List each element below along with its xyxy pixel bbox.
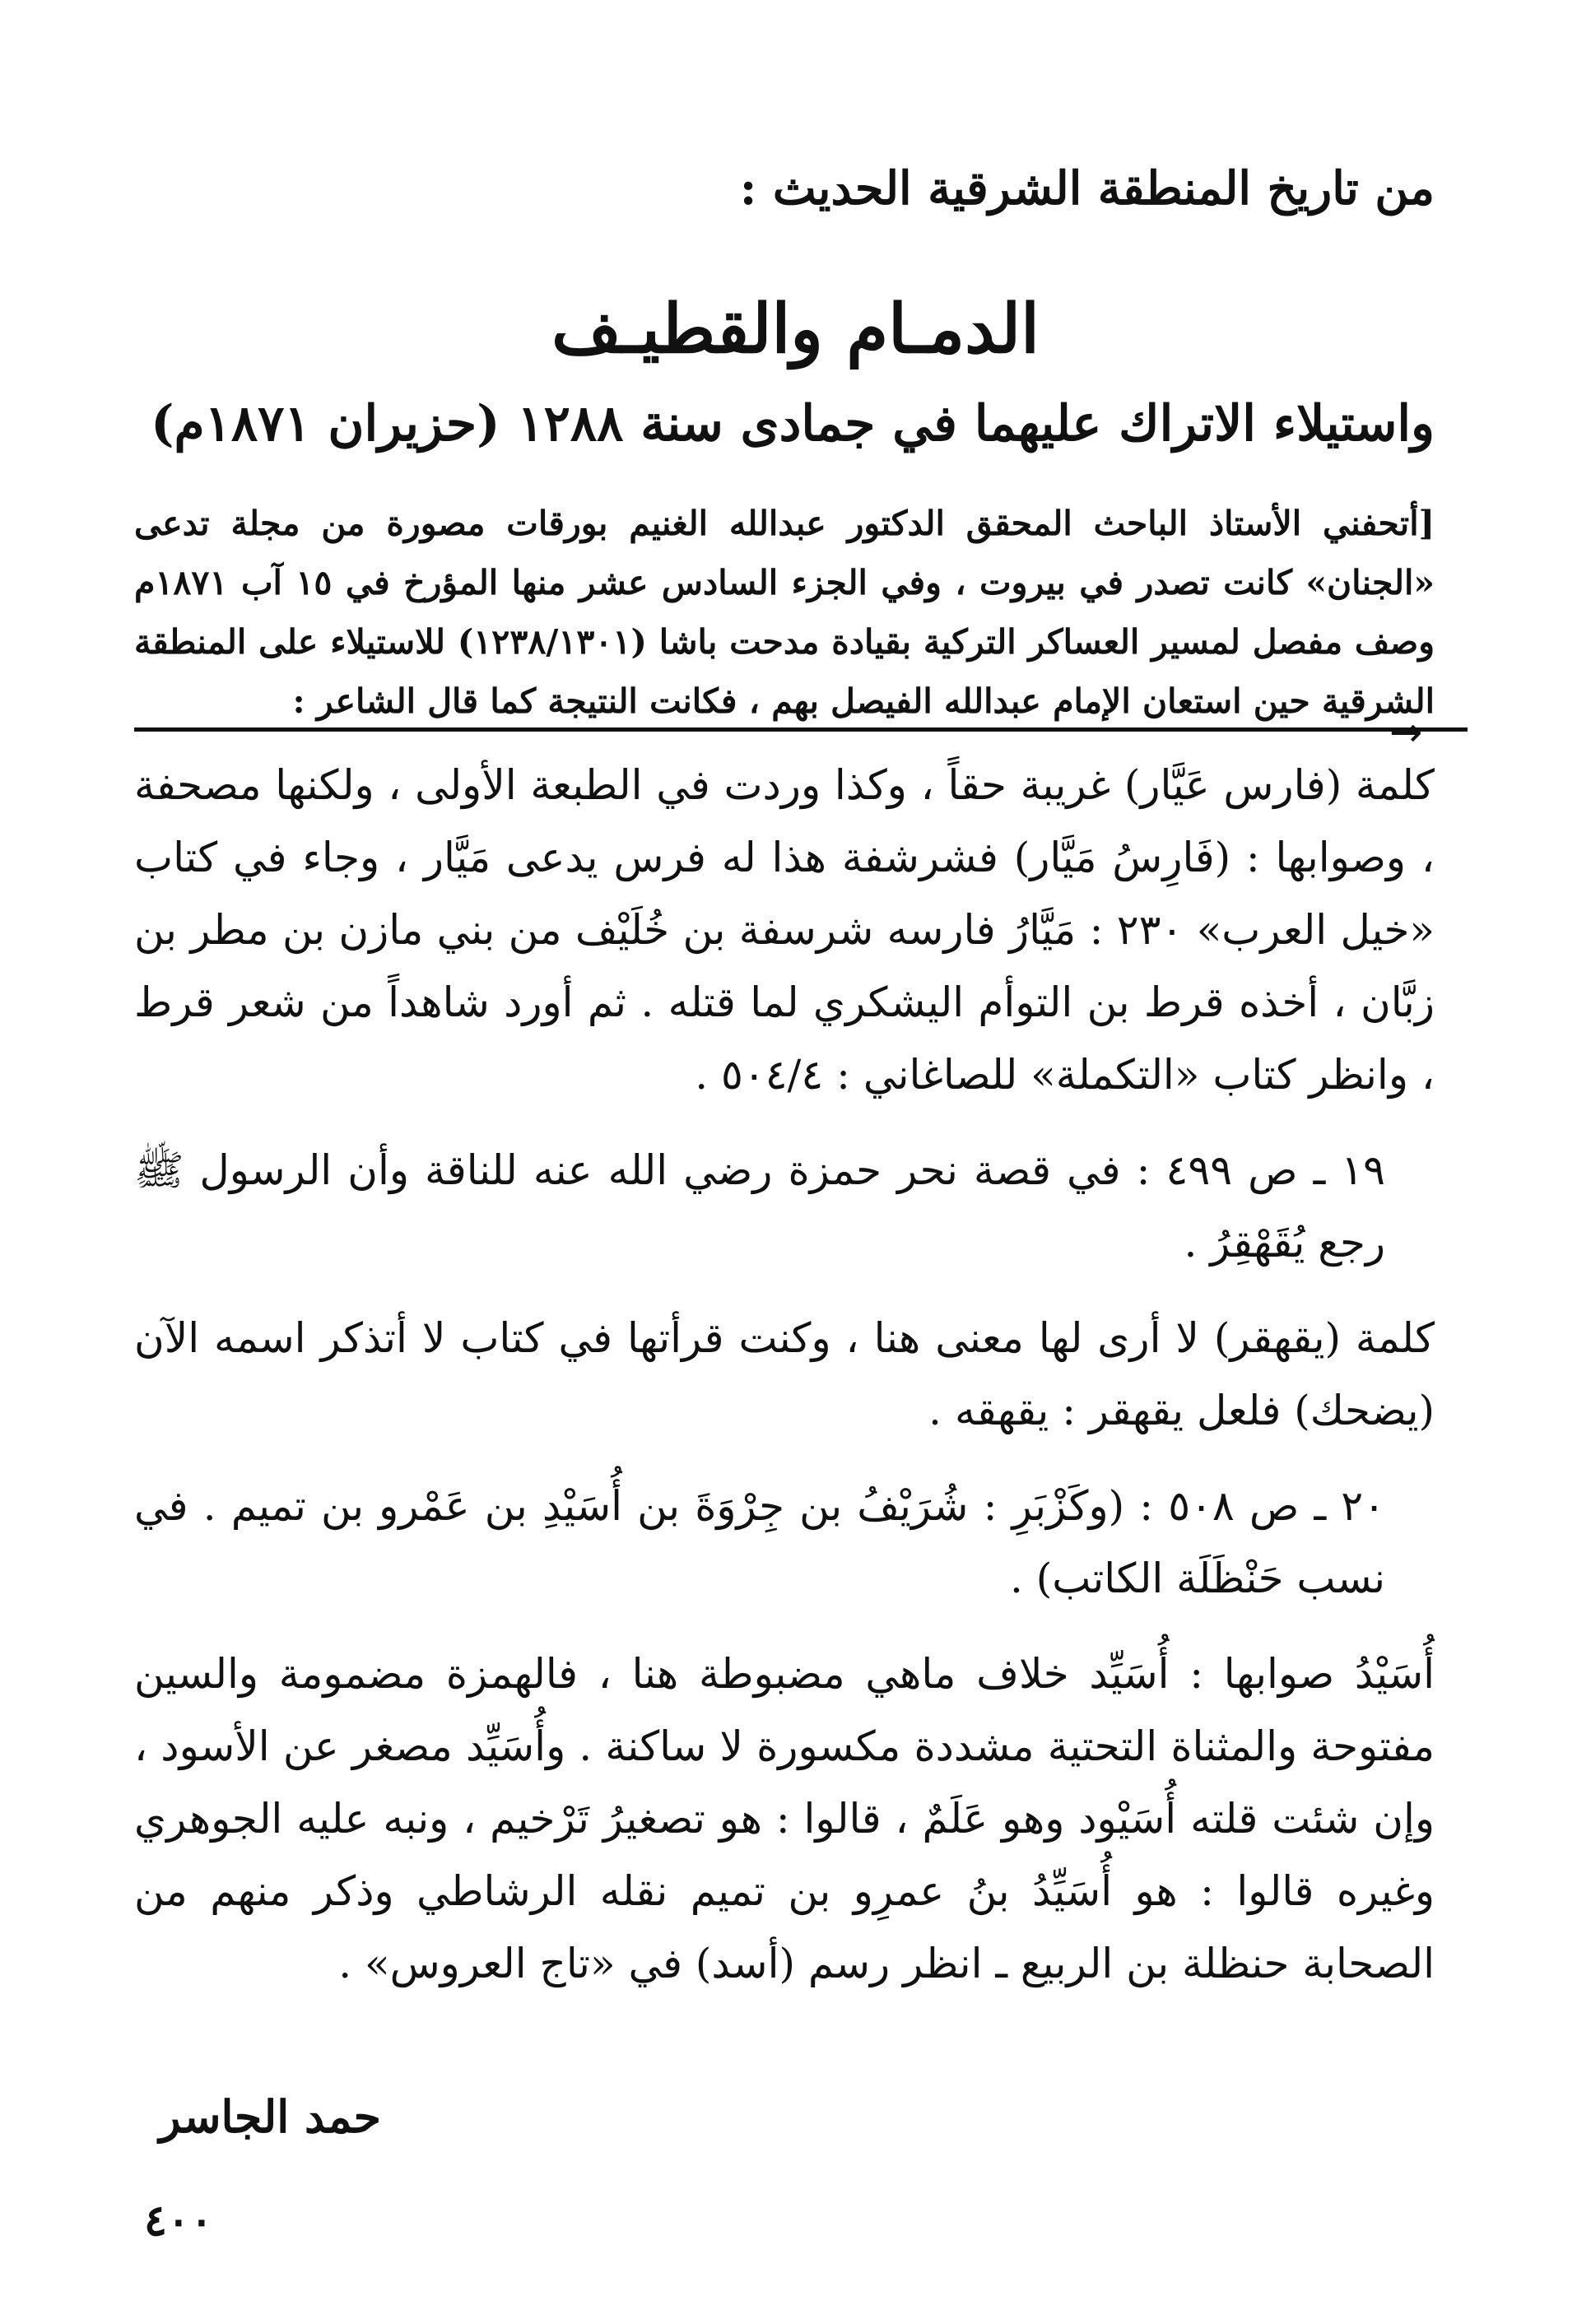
body-paragraph: كلمة (يقهقر) لا أرى لها معنى هنا ، وكنت قرأتها في كتاب لا أتذكر اسمه الآن (يضحك) فلعل يقهقر : يقهقه . <box>134 1314 1435 1434</box>
series-title: من تاريخ المنطقة الشرقية الحديث : <box>739 161 1435 216</box>
body-entry: ٢٠ ـ ص ٥٠٨ : (وكَزْبَرِ : شُرَيْفُ بن جِرْوَةَ بن أُسَيْدِ بن عَمْرو بن تميم . في نسب حَنْظَلَة الكاتب) . <box>134 1482 1386 1602</box>
author-signature: حمد الجاسر <box>159 2090 381 2143</box>
intro-text: [أتحفني الأستاذ الباحث المحقق الدكتور عبدالله الغنيم بورقات مصورة من مجلة تدعى «الجنان» كانت تصدر في بيروت ، وفي الجزء السادس عشر منها المؤرخ في ١٥ آب ١٨٧١م وصف مفصل لمسير العساكر التركية بقيادة مدحت باشا (١٢٣٨/١٣٠١) للاستيلاء على المنطقة الشرقية حين استعان الإمام عبدالله الفيصل بهم ، فكانت النتيجة كما قال الشاعر : <box>134 504 1435 721</box>
article-title: الدمـام والقطيـف <box>551 290 1040 369</box>
editor-intro <box>134 494 1435 731</box>
body-paragraph: أُسَيْدُ صوابها : أُسَيِّد خلاف ماهي مضبوطة هنا ، فالهمزة مضمومة والسين مفتوحة والمثناة التحتية مشددة مكسورة لا ساكنة . وأُسَيِّد مصغر عن الأسود ، وإن شئت قلته أُسَيْود وهو عَلَمٌ ، قالوا : هو تصغيرُ تَرْخيم ، ونبه عليه الجوهري وغيره قالوا : هو أُسَيِّدُ بنُ عمرِو بن تميم نقله الرشاطي وذكر منهم من الصحابة حنظلة بن الربيع ـ انظر رسم (أسد) في «تاج العروس» . <box>134 1650 1435 1987</box>
divider-arrow-icon: → <box>1389 709 1423 755</box>
body-entry: ١٩ ـ ص ٤٩٩ : في قصة نحر حمزة رضي الله عنه للناقة وأن الرسول ﷺ رجع يُقَهْقِرُ . <box>134 1146 1385 1267</box>
article-body <box>134 749 1435 2023</box>
article-subtitle: واستيلاء الاتراك عليهما في جمادى سنة ١٢٨٨ (حزيران ١٨٧١م) <box>151 395 1435 453</box>
page-number: ٤٠٠ <box>144 2196 213 2246</box>
body-paragraph: كلمة (فارس عَيَّار) غريبة حقاً ، وكذا وردت في الطبعة الأولى ، ولكنها مصحفة ، وصوابها : (فَارِسُ مَيَّار) فشرشفة هذا له فرس يدعى مَيَّار ، وجاء في كتاب «خيل العرب» ٢٣٠ : مَيَّارُ فارسه شرسفة بن خُلَيْف من بني مازن بن مطر بن زبَّان ، أخذه قرط بن التوأم اليشكري لما قتله . ثم أورد شاهداً من شعر قرط ، وانظر كتاب «التكملة» للصاغاني : ٥٠٤/٤ . <box>134 761 1435 1099</box>
section-divider <box>134 727 1468 732</box>
